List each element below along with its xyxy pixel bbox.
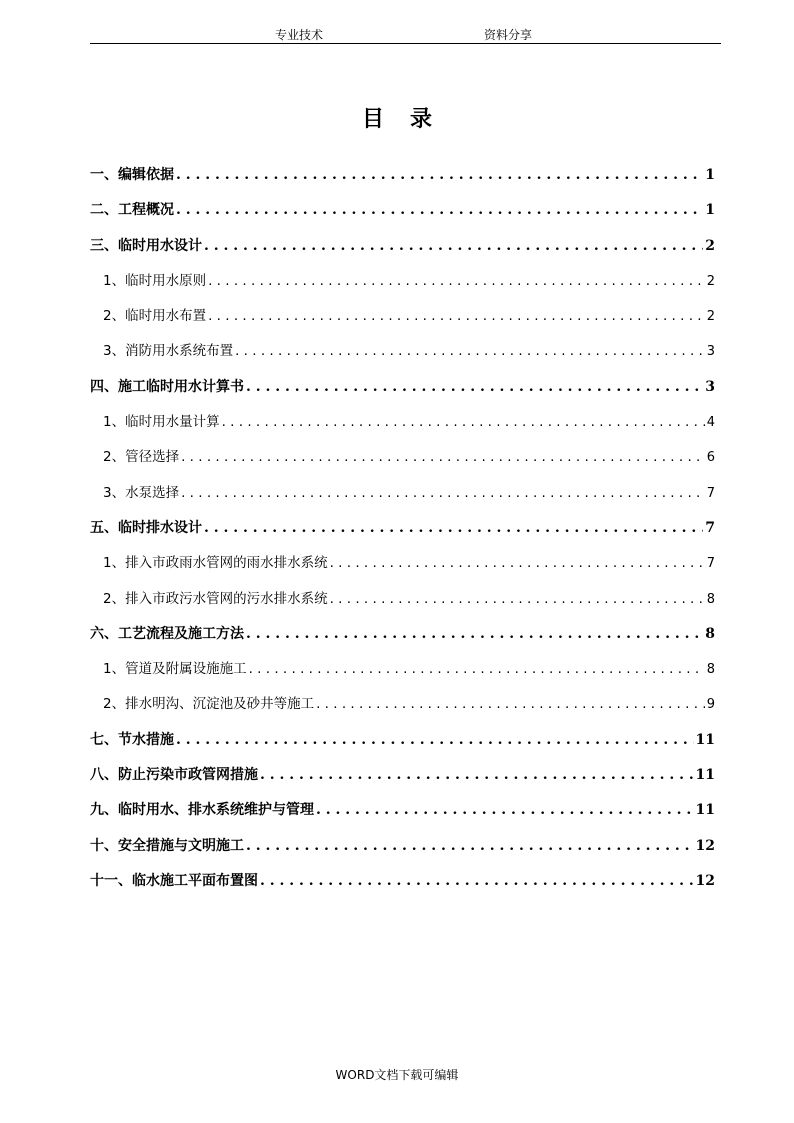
toc-entry-label: 3、水泵选择 [103,484,180,501]
toc-entry[interactable] [90,264,715,299]
header-right-text: 资料分享 [484,28,533,42]
toc-leader-dots [222,405,705,440]
toc-leader-dots [249,652,705,687]
toc-entry-page: 11 [695,731,715,748]
toc-entry-label: 2、排入市政污水管网的污水排水系统 [103,590,328,607]
toc-entry[interactable] [90,864,715,899]
toc-leader-dots [330,546,705,581]
toc-leader-dots [316,687,705,722]
page-footer: WORD文档下载可编辑 [335,1068,459,1082]
toc-entry[interactable] [90,687,715,722]
toc-entry[interactable] [90,582,715,617]
toc-entry-label: 二、工程概况 [90,202,174,219]
toc-entry-page: 2 [706,309,715,325]
toc-entry-page: 11 [695,802,715,819]
toc-entry-label: 2、管径选择 [103,449,180,466]
toc-leader-dots [330,582,705,617]
toc-leader-dots [176,193,703,228]
toc-entry-page: 7 [706,485,715,501]
toc-entry-label: 2、临时用水布置 [103,308,207,325]
toc-leader-dots [181,440,705,475]
toc-entry-page: 3 [706,344,715,360]
page-header [90,24,721,44]
toc-entry-label: 十一、临水施工平面布置图 [90,872,258,889]
toc-entry-page: 4 [706,415,715,431]
toc-entry-label: 2、排水明沟、沉淀池及砂井等施工 [103,696,315,713]
toc-leader-dots [176,158,703,193]
toc-entry-page: 7 [705,519,715,536]
toc-entry[interactable] [90,440,715,475]
toc-entry-page: 7 [706,556,715,572]
toc-entry-label: 六、工艺流程及施工方法 [90,625,244,642]
toc-entry-page: 9 [706,697,715,713]
toc-entry-page: 12 [695,872,715,889]
toc-entry-label: 三、临时用水设计 [90,237,202,254]
toc-entry-label: 1、管道及附属设施施工 [103,661,247,678]
toc-entry[interactable] [90,723,715,758]
toc-leader-dots [260,758,694,793]
toc-entry[interactable] [90,546,715,581]
toc-entry-label: 十、安全措施与文明施工 [90,837,244,854]
toc-leader-dots [181,476,705,511]
toc-entry-page: 11 [695,767,715,784]
toc-entry[interactable] [90,758,715,793]
toc-entry-page: 1 [705,167,715,183]
toc-entry-label: 八、防止污染市政管网措施 [90,767,258,784]
toc-entry[interactable] [90,370,715,405]
toc-entry[interactable] [90,405,715,440]
toc-entry-label: 1、临时用水原则 [103,272,207,289]
header-left-text: 专业技术 [275,28,324,42]
toc-entry-page: 1 [705,202,715,219]
toc-entry-page: 8 [706,662,715,678]
toc-entry[interactable] [90,158,715,193]
toc-entry[interactable] [90,299,715,334]
toc-entry-page: 12 [695,837,715,854]
toc-leader-dots [208,264,705,299]
toc-entry-page: 8 [706,591,715,607]
toc-leader-dots [246,370,703,405]
toc-leader-dots [260,864,694,899]
toc-leader-dots [316,793,694,828]
toc-entry-label: 1、排入市政雨水管网的雨水排水系统 [103,555,328,572]
toc-entry[interactable] [90,652,715,687]
toc-entry-label: 四、施工临时用水计算书 [90,378,244,395]
toc-entry-label: 3、消防用水系统布置 [103,343,234,360]
toc-leader-dots [204,229,703,264]
toc-entry[interactable] [90,193,715,228]
toc-entry[interactable] [90,793,715,828]
toc-entry[interactable] [90,334,715,369]
toc-leader-dots [246,829,694,864]
table-of-contents [90,158,715,899]
toc-entry-page: 2 [705,237,715,254]
toc-leader-dots [204,511,703,546]
toc-entry-label: 1、临时用水量计算 [103,414,220,431]
page-title: 目录 [361,106,458,132]
toc-entry-page: 6 [706,450,715,466]
toc-entry[interactable] [90,829,715,864]
toc-entry[interactable] [90,511,715,546]
toc-entry-label: 九、临时用水、排水系统维护与管理 [90,802,314,819]
toc-leader-dots [208,299,705,334]
toc-entry[interactable] [90,229,715,264]
toc-entry-page: 3 [705,378,715,395]
toc-entry[interactable] [90,476,715,511]
toc-entry-label: 七、节水措施 [90,731,174,748]
toc-leader-dots [176,723,694,758]
toc-entry[interactable] [90,617,715,652]
toc-leader-dots [246,617,703,652]
toc-entry-label: 五、临时排水设计 [90,519,202,536]
toc-entry-label: 一、编辑依据 [90,167,174,183]
toc-entry-page: 2 [706,273,715,289]
toc-leader-dots [235,334,705,369]
toc-entry-page: 8 [705,625,715,642]
